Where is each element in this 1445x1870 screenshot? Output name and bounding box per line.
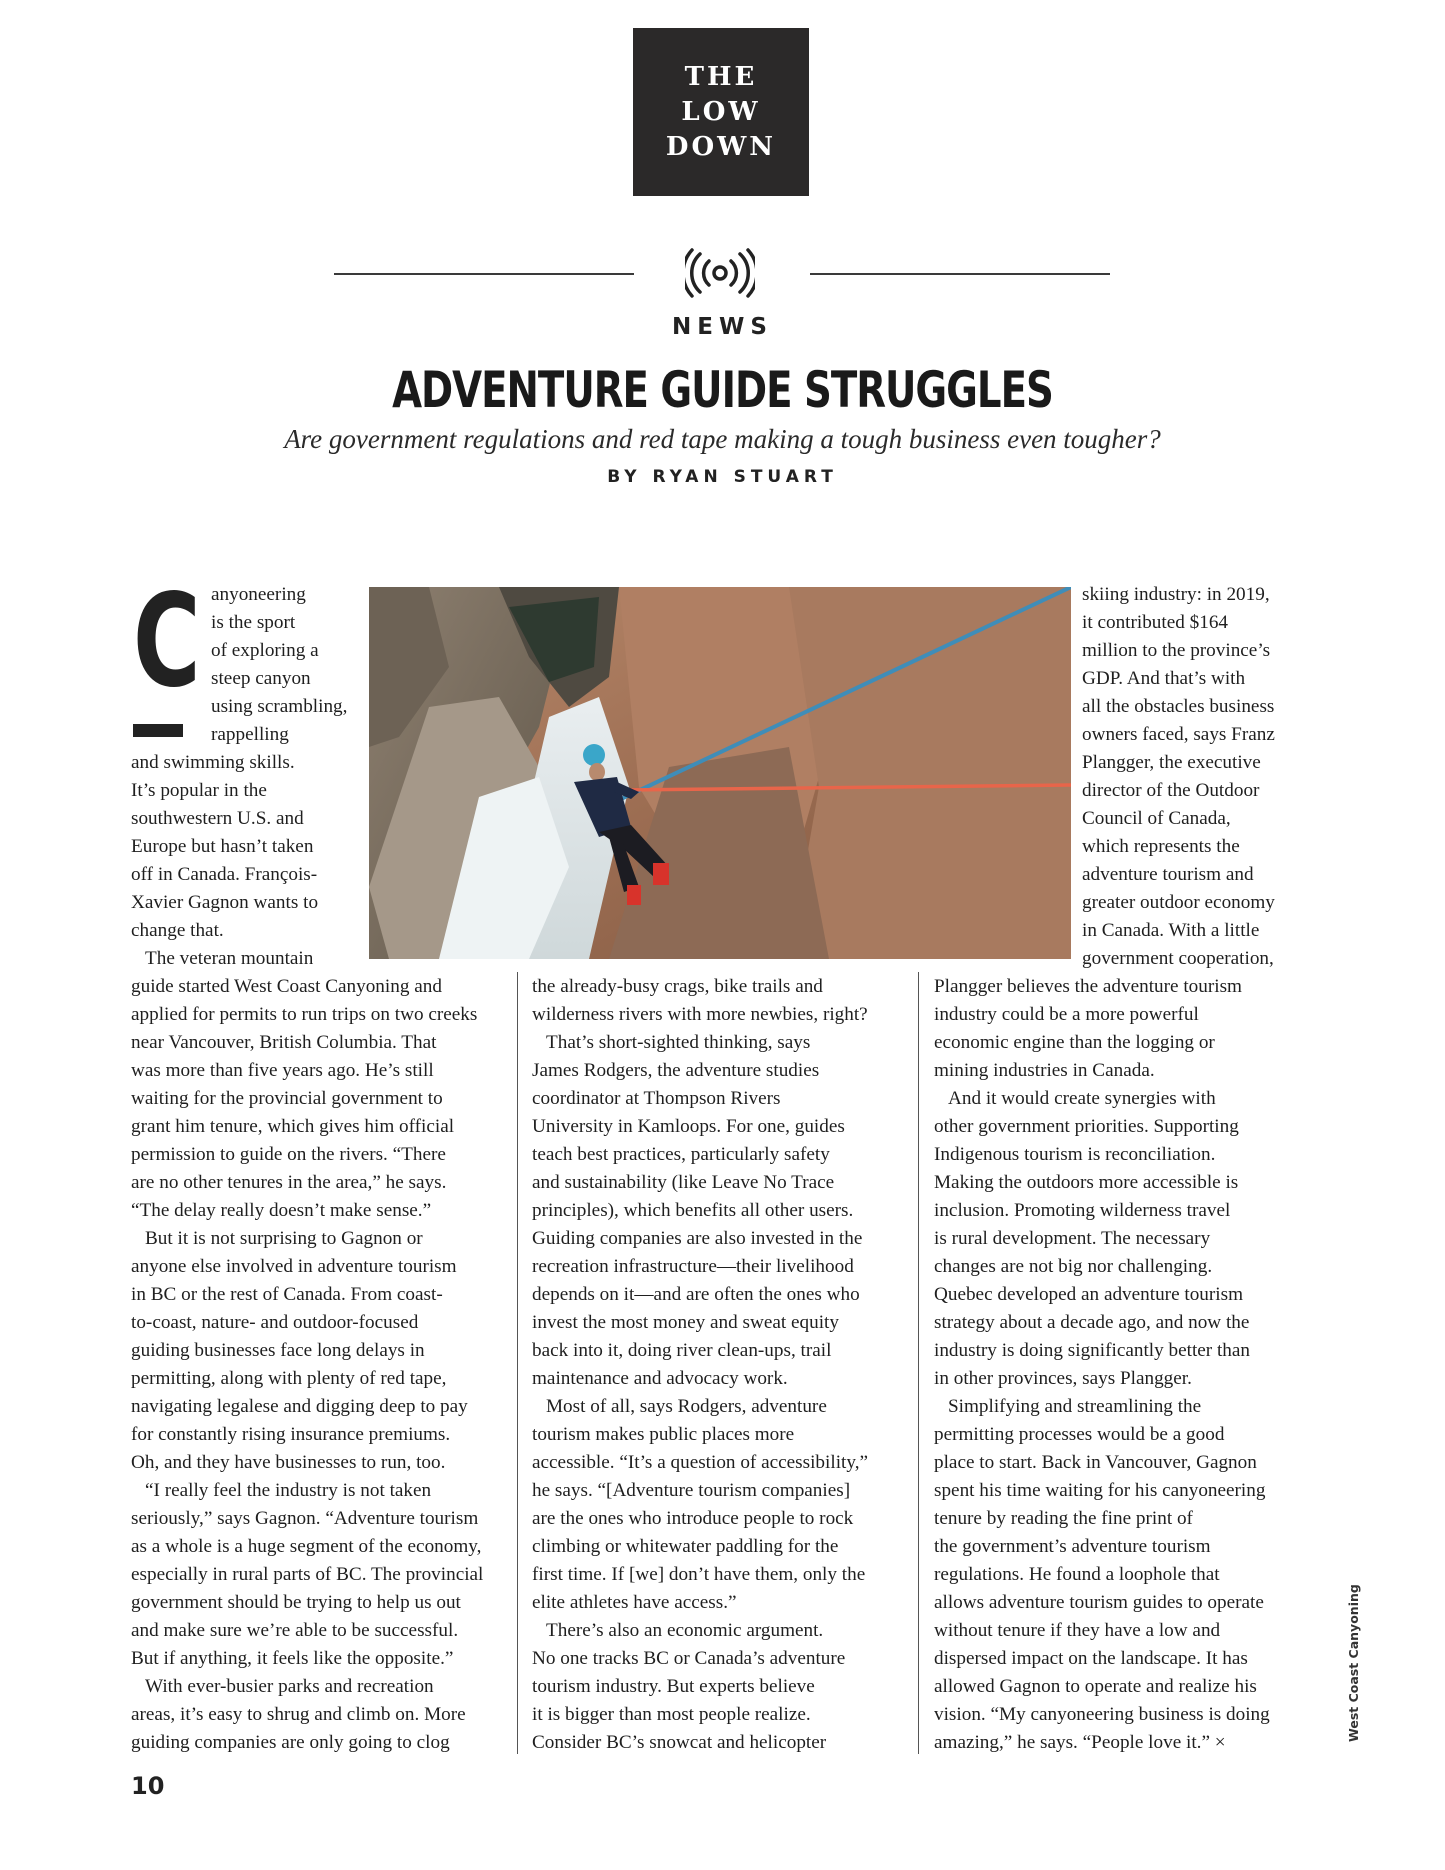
article-line: That’s short-sighted thinking, says <box>546 1032 811 1053</box>
article-line: allowed Gagnon to operate and realize his <box>934 1676 1257 1697</box>
masthead-line: LOW <box>681 96 761 127</box>
article-line: There’s also an economic argument. <box>546 1620 824 1641</box>
drop-cap: C <box>133 567 201 716</box>
article-line: guiding businesses face long delays in <box>131 1340 425 1361</box>
byline: BY RYAN STUART <box>607 467 838 487</box>
article-line: greater outdoor economy <box>1082 892 1275 913</box>
article-line: navigating legalese and digging deep to pay <box>131 1396 468 1417</box>
article-line: to-coast, nature- and outdoor-focused <box>131 1312 419 1333</box>
drop-cap-bar <box>133 724 183 737</box>
article-line: especially in rural parts of BC. The provincial <box>131 1564 484 1585</box>
article-line: Plangger believes the adventure tourism <box>934 976 1242 997</box>
article-line: industry could be a more powerful <box>934 1004 1199 1025</box>
article-line: It’s popular in the <box>131 780 267 801</box>
section-divider-right <box>810 273 1110 275</box>
article-line: tenure by reading the fine print of <box>934 1508 1193 1529</box>
article-line: But it is not surprising to Gagnon or <box>145 1228 423 1249</box>
article-line: is rural development. The necessary <box>934 1228 1211 1249</box>
article-line: changes are not big nor challenging. <box>934 1256 1213 1277</box>
article-line: anyoneering <box>211 584 306 605</box>
article-line: guide started West Coast Canyoning and <box>131 976 442 997</box>
headline: ADVENTURE GUIDE STRUGGLES <box>392 362 1053 420</box>
article-line: mining industries in Canada. <box>934 1060 1155 1081</box>
article-line: and make sure we’re able to be successful. <box>131 1620 459 1641</box>
article-line: all the obstacles business <box>1082 696 1275 717</box>
article-line: first time. If [we] don’t have them, only the <box>532 1564 866 1585</box>
masthead-line: THE <box>684 61 758 92</box>
article-line: Making the outdoors more accessible is <box>934 1172 1239 1193</box>
article-line: spent his time waiting for his canyoneering <box>934 1480 1266 1501</box>
article-line: amazing,” he says. “People love it.” × <box>934 1732 1226 1753</box>
section-label: NEWS <box>672 314 773 340</box>
article-line: Europe but hasn’t taken <box>131 836 314 857</box>
article-line: areas, it’s easy to shrug and climb on. More <box>131 1704 466 1725</box>
article-line: Quebec developed an adventure tourism <box>934 1284 1244 1305</box>
article-line: other government priorities. Supporting <box>934 1116 1239 1137</box>
article-line: are no other tenures in the area,” he says. <box>131 1172 447 1193</box>
article-line: Council of Canada, <box>1082 808 1231 829</box>
article-line: principles), which benefits all other users. <box>532 1200 854 1221</box>
article-line: it is bigger than most people realize. <box>532 1704 811 1725</box>
masthead-logo <box>633 28 809 196</box>
article-line: elite athletes have access.” <box>532 1592 737 1613</box>
article-line: No one tracks BC or Canada’s adventure <box>532 1648 846 1669</box>
article-line: near Vancouver, British Columbia. That <box>131 1032 437 1053</box>
article-line: anyone else involved in adventure tourism <box>131 1256 457 1277</box>
article-line: which represents the <box>1082 836 1240 857</box>
article-line: rappelling <box>211 724 289 745</box>
article-line: in Canada. With a little <box>1082 920 1260 941</box>
article-line: was more than five years ago. He’s still <box>131 1060 434 1081</box>
column-divider <box>918 972 919 1754</box>
article-line: Most of all, says Rodgers, adventure <box>546 1396 827 1417</box>
article-line: maintenance and advocacy work. <box>532 1368 788 1389</box>
article-line: Plangger, the executive <box>1082 752 1261 773</box>
article-line: he says. “[Adventure tourism companies] <box>532 1480 851 1501</box>
article-line: inclusion. Promoting wilderness travel <box>934 1200 1231 1221</box>
photo-credit: West Coast Canyoning <box>1346 1584 1361 1742</box>
article-line: coordinator at Thompson Rivers <box>532 1088 781 1109</box>
section-divider-left <box>334 273 634 275</box>
article-line: waiting for the provincial government to <box>131 1088 443 1109</box>
column-divider <box>517 972 518 1754</box>
article-line: director of the Outdoor <box>1082 780 1260 801</box>
article-line: Indigenous tourism is reconciliation. <box>934 1144 1216 1165</box>
page-number: 10 <box>131 1772 165 1800</box>
article-line: GDP. And that’s with <box>1082 668 1246 689</box>
article-line: for constantly rising insurance premiums. <box>131 1424 451 1445</box>
article-line: University in Kamloops. For one, guides <box>532 1116 845 1137</box>
article-line: and swimming skills. <box>131 752 295 773</box>
article-line: and sustainability (like Leave No Trace <box>532 1172 835 1193</box>
article-line: using scrambling, <box>211 696 348 717</box>
article-line: James Rodgers, the adventure studies <box>532 1060 820 1081</box>
article-line: off in Canada. François- <box>131 864 318 885</box>
article-line: wilderness rivers with more newbies, right? <box>532 1004 868 1025</box>
article-line: change that. <box>131 920 224 941</box>
article-line: permitting processes would be a good <box>934 1424 1225 1445</box>
article-line: applied for permits to run trips on two creeks <box>131 1004 478 1025</box>
article-line: “I really feel the industry is not taken <box>145 1480 432 1501</box>
article-line: tourism industry. But experts believe <box>532 1676 815 1697</box>
article-line: is the sport <box>211 612 296 633</box>
article-line: steep canyon <box>211 668 311 689</box>
article-line: “The delay really doesn’t make sense.” <box>131 1200 432 1221</box>
article-line: Xavier Gagnon wants to <box>131 892 319 913</box>
article-line: back into it, doing river clean-ups, trail <box>532 1340 832 1361</box>
article-line: government cooperation, <box>1082 948 1274 969</box>
article-line: owners faced, says Franz <box>1082 724 1275 745</box>
article-line: without tenure if they have a low and <box>934 1620 1221 1641</box>
article-line: grant him tenure, which gives him official <box>131 1116 455 1137</box>
article-line: it contributed $164 <box>1082 612 1229 633</box>
article-line: in BC or the rest of Canada. From coast- <box>131 1284 443 1305</box>
article-line: permitting, along with plenty of red tape, <box>131 1368 447 1389</box>
article-line: seriously,” says Gagnon. “Adventure tourism <box>131 1508 479 1529</box>
article-line: The veteran mountain <box>145 948 314 969</box>
article-line: the already-busy crags, bike trails and <box>532 976 823 997</box>
canyoneering-photo <box>369 587 1071 959</box>
article-line: government should be trying to help us out <box>131 1592 461 1613</box>
article-line: as a whole is a huge segment of the economy, <box>131 1536 482 1557</box>
article-line: dispersed impact on the landscape. It has <box>934 1648 1248 1669</box>
article-line: industry is doing significantly better than <box>934 1340 1251 1361</box>
article-line: strategy about a decade ago, and now the <box>934 1312 1250 1333</box>
article-line: recreation infrastructure—their livelihood <box>532 1256 854 1277</box>
dek-subtitle: Are government regulations and red tape making a tough business even tougher? <box>284 424 1161 454</box>
broadcast-signal-icon <box>685 248 755 298</box>
article-line: vision. “My canyoneering business is doing <box>934 1704 1270 1725</box>
article-line: allows adventure tourism guides to operate <box>934 1592 1264 1613</box>
article-line: place to start. Back in Vancouver, Gagnon <box>934 1452 1257 1473</box>
article-line: adventure tourism and <box>1082 864 1254 885</box>
article-line: southwestern U.S. and <box>131 808 304 829</box>
article-line: are the ones who introduce people to rock <box>532 1508 854 1529</box>
article-line: in other provinces, says Plangger. <box>934 1368 1192 1389</box>
article-line: Consider BC’s snowcat and helicopter <box>532 1732 827 1753</box>
article-line: Guiding companies are also invested in the <box>532 1228 863 1249</box>
article-line: skiing industry: in 2019, <box>1082 584 1270 605</box>
article-line: With ever-busier parks and recreation <box>145 1676 434 1697</box>
article-line: regulations. He found a loophole that <box>934 1564 1220 1585</box>
article-line: And it would create synergies with <box>948 1088 1216 1109</box>
article-line: permission to guide on the rivers. “There <box>131 1144 446 1165</box>
article-line: tourism makes public places more <box>532 1424 795 1445</box>
masthead-line: DOWN <box>665 131 777 162</box>
article-line: of exploring a <box>211 640 319 661</box>
article-line: teach best practices, particularly safety <box>532 1144 830 1165</box>
article-line: invest the most money and sweat equity <box>532 1312 839 1333</box>
article-line: climbing or whitewater paddling for the <box>532 1536 839 1557</box>
article-line: accessible. “It’s a question of accessibility,” <box>532 1452 869 1473</box>
article-line: Simplifying and streamlining the <box>948 1396 1202 1417</box>
article-line: economic engine than the logging or <box>934 1032 1215 1053</box>
article-line: million to the province’s <box>1082 640 1271 661</box>
article-line: Oh, and they have businesses to run, too. <box>131 1452 446 1473</box>
article-line: guiding companies are only going to clog <box>131 1732 450 1753</box>
article-line: the government’s adventure tourism <box>934 1536 1211 1557</box>
article-line: depends on it—and are often the ones who <box>532 1284 860 1305</box>
article-line: But if anything, it feels like the opposite.” <box>131 1648 454 1669</box>
